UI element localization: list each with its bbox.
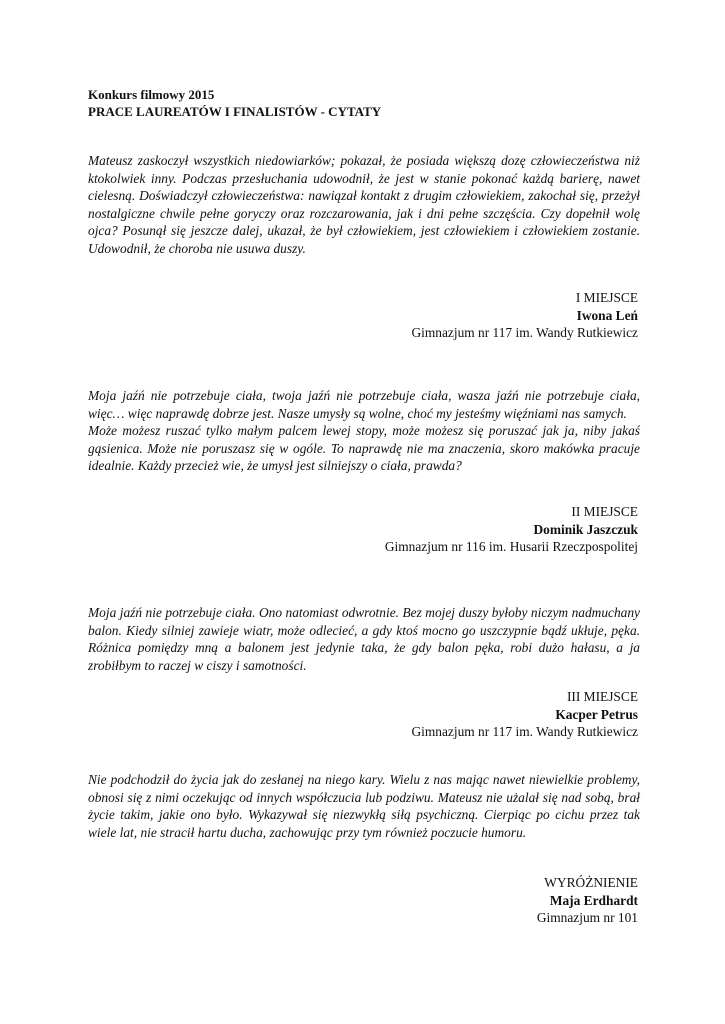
quote-block-3 [88, 604, 640, 674]
signature-block-3 [411, 688, 638, 741]
school-name: Gimnazjum nr 101 [536, 910, 638, 926]
section-title: PRACE LAUREATÓW I FINALISTÓW - CYTATY [88, 104, 382, 119]
author-name: Kacper Petrus [555, 706, 638, 722]
author-name: Dominik Jaszczuk [533, 521, 638, 537]
school-name: Gimnazjum nr 117 im. Wandy Rutkiewicz [411, 325, 638, 341]
author-name: Iwona Leń [576, 307, 638, 323]
quote-block-2 [88, 387, 640, 475]
award-place: II MIEJSCE [571, 504, 638, 519]
quote-block-4 [88, 771, 640, 841]
quote-block-1 [88, 152, 640, 258]
quote-paragraph: Może możesz ruszać tylko małym palcem lewej stopy, może możesz się poruszać jak ja, niby jakaś gąsienica. Może nie poruszasz się w ogóle. To naprawdę nie ma znaczenia, skoro makówka pracuje idealnie. Każdy przecież wie, że umysł jest silniejszy o ciała, prawda? [88, 423, 640, 474]
signature-block-2 [385, 503, 638, 556]
award-place: WYRÓŻNIENIE [544, 875, 638, 890]
quote-paragraph: Mateusz zaskoczył wszystkich niedowiarków; pokazał, że posiada większą dozę człowieczeństwa niż ktokolwiek inny. Podczas przesłuchania udowodnił, że jest w stanie pokonać każdą barierę, nawet cielesną. Doświadczył człowieczeństwa: nawiązał kontakt z drugim człowiekiem, zakochał się, przeżył nostalgiczne chwile pełne goryczy oraz rozczarowania, jak i dni pełne szczęścia. Czy dopełnił wolę ojca? Posunął się jeszcze dalej, ukazał, że był człowiekiem, jest człowiekiem i człowiekiem zostanie. Udowodnił, że choroba nie usuwa duszy. [88, 153, 640, 256]
school-name: Gimnazjum nr 116 im. Husarii Rzeczpospolitej [384, 539, 638, 555]
signature-block-1 [411, 289, 638, 342]
quote-paragraph: Nie podchodził do życia jak do zesłanej na niego kary. Wielu z nas mając nawet niewielkie problemy, obnosi się z nimi oczekując od innych współczucia lub podziwu. Mateusz nie użalał się nad sobą, brał życie takim, jakie ono było. Wykazywał się niezwykłą siłą psychiczną. Cierpiąc po cichu przez tak wiele lat, nie stracił hartu ducha, zachowując przy tym również poczucie humoru. [88, 772, 640, 840]
signature-block-4 [537, 874, 638, 927]
award-place: I MIEJSCE [575, 290, 638, 305]
contest-title: Konkurs filmowy 2015 [88, 87, 215, 102]
quote-paragraph: Moja jaźń nie potrzebuje ciała, twoja jaźń nie potrzebuje ciała, wasza jaźń nie potrzebuje ciała, więc… więc naprawdę dobrze jest. Nasze umysły są wolne, choć my jesteśmy więźniami nas samych. [88, 388, 640, 421]
award-place: III MIEJSCE [566, 689, 638, 704]
quote-paragraph: Moja jaźń nie potrzebuje ciała. Ono natomiast odwrotnie. Bez mojej duszy byłoby niczym nadmuchany balon. Kiedy silniej zawieje wiatr, może odlecieć, a gdy ktoś mocno go uszczypnie bądź ukłuje, pęka. Różnica pomiędzy mną a balonem jest jedynie taka, że gdy balon pęka, robi dużo hałasu, a ja zrobiłbym to raczej w ciszy i samotności. [88, 605, 640, 673]
school-name: Gimnazjum nr 117 im. Wandy Rutkiewicz [411, 724, 638, 740]
document-header [88, 86, 381, 120]
author-name: Maja Erdhardt [549, 892, 638, 908]
